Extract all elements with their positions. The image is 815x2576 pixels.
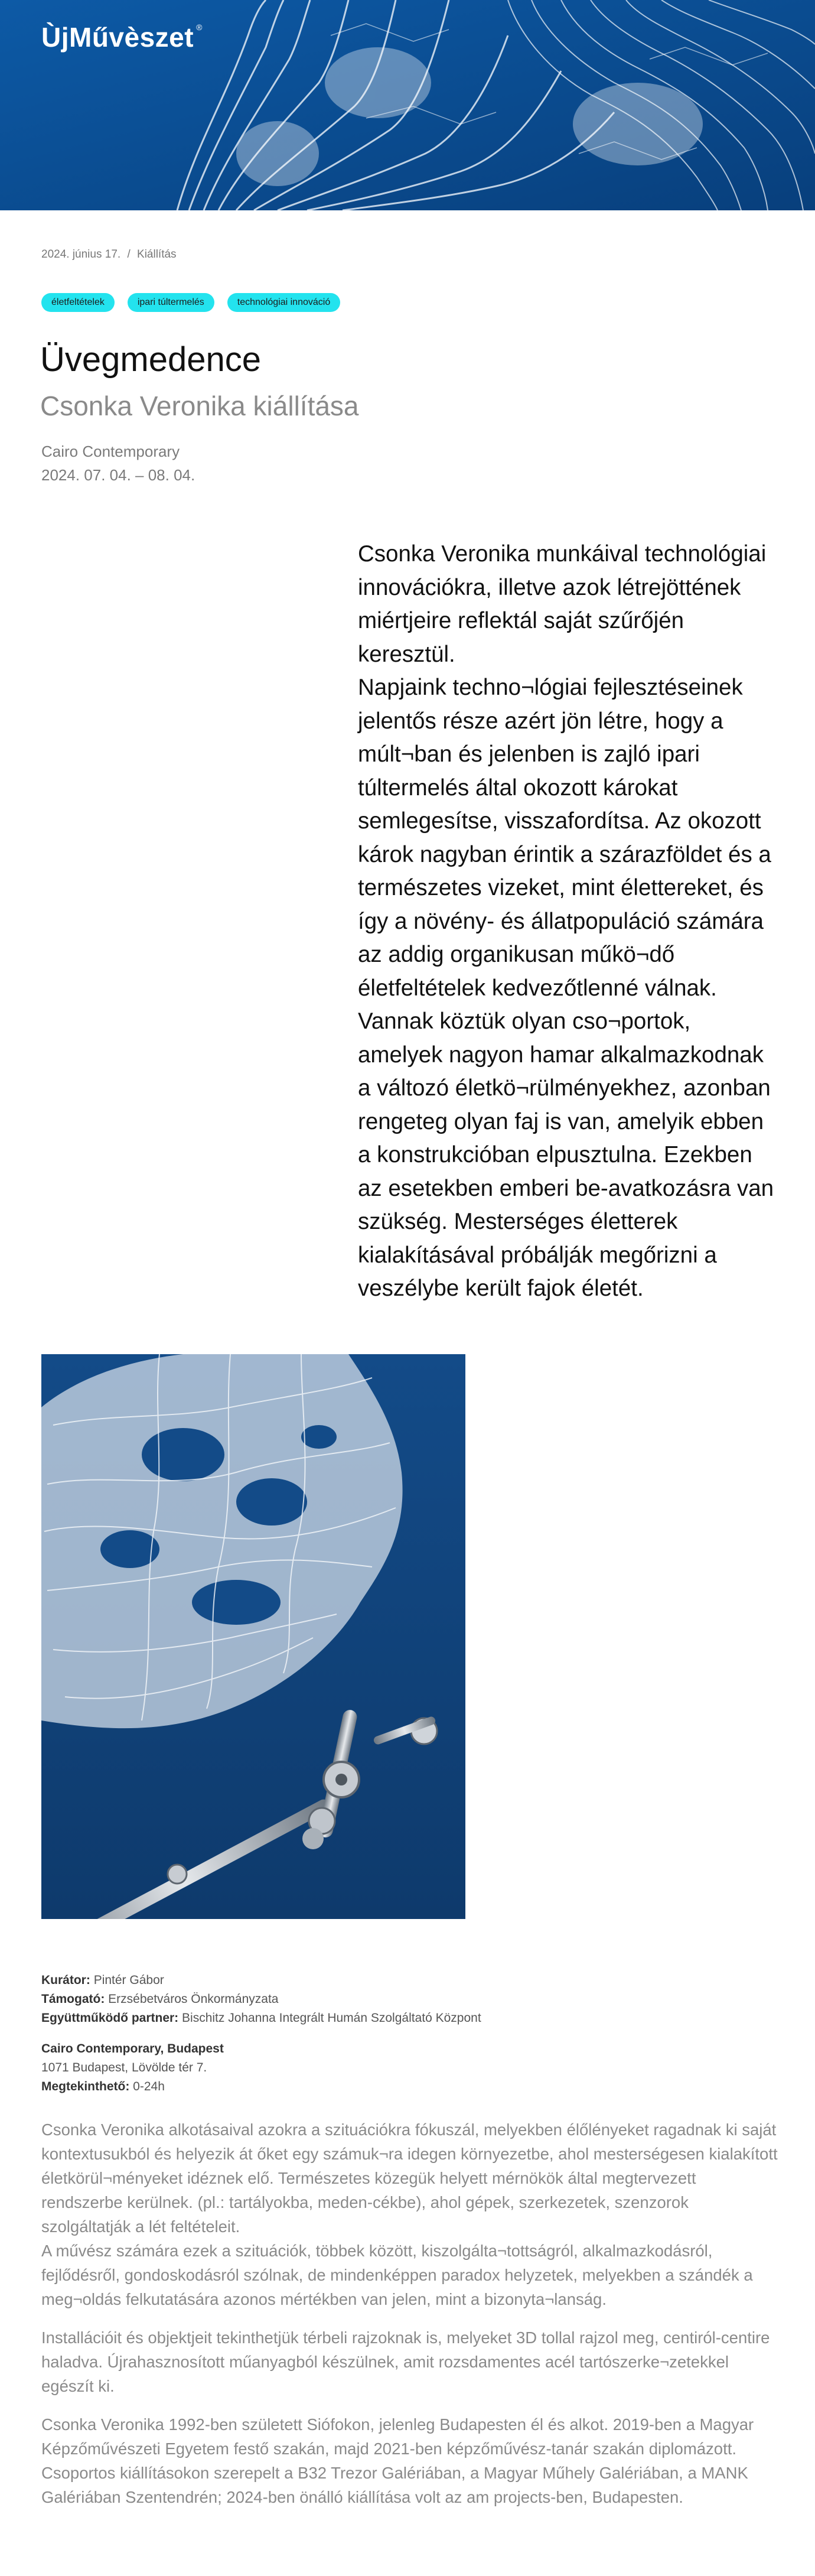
artwork-photo [41,1354,465,1919]
exhibition-dates: 2024. 07. 04. – 08. 04. [41,466,195,484]
credit-value: Bischitz Johanna Integrált Humán Szolgáltató Központ [182,2011,481,2025]
venue-street: 1071 Budapest, Lövölde tér 7. [41,2061,207,2074]
venue-address [41,2040,224,2096]
lead-paragraph: Napjaink techno¬lógiai fejlesztéseinek jelentős része azért jön létre, hogy a múlt¬ban és jelenben is zajló ipari túltermelés által okozott károkat semlegesítse, visszafordítsa. Az okozott károk nagyban érintik a szárazföldet és a természetes vizeket, mint élettereket, és így a növény- és állatpopuláció számára az addig organikusan műkö¬dő életfeltételek kedvezőtlenné válnak. Vannak köztük olyan cso¬portok, amelyek nagyon hamar alkalmazkodnak a változó életkö¬rülményekhez, azonban rengeteg olyan faj is van, amelyik ebben a konstrukcióban elpusztulna. Ezekben az esetekben emberi be-avatkozásra van szükség. Mesterséges életterek kialakításával próbálják megőrizni a veszélybe került fajok életét. [358,675,774,1301]
lead-paragraph: Csonka Veronika munkáival technológiai innovációkra, illetve azok létrejöttének miértjeire reflektál saját szűrőjén keresztül. [358,541,767,667]
lead-text [358,538,778,1306]
body-paragraph: Installációit és objektjeit tekinthetjük térbeli rajzoknak is, melyeket 3D tollal rajzol meg, centiról-centire haladva. Újrahasznosított műanyagból készülnek, amit rozsdamentes acél tartószerke¬zetekkel egészít ki. [41,2328,770,2395]
credit-label: Kurátor: [41,1973,90,1987]
venue-name: Cairo Contemporary [41,443,180,460]
article-title: Üvegmedence [40,340,261,379]
credit-value: Erzsébetváros Önkormányzata [108,1992,279,2006]
article-meta [41,248,177,261]
credit-supporter [41,1990,481,2009]
meta-separator: / [127,248,131,261]
opening-hours-value: 0-24h [133,2080,165,2093]
body-paragraph: A művész számára ezek a szituációk, többek között, kiszolgálta¬tottságról, alkalmazkodásról, fejlődésről, gondoskodásról szólnak, de mindenképpen paradox helyzetek, melyekben a szándék a meg¬oldás felkutatására azonos mértékben van jelen, mint a bizonyta¬lanság. [41,2242,753,2308]
body-paragraph: Csonka Veronika alkotásaival azokra a szituációkra fókuszál, melyekben élőlényeket ragadnak ki saját kontextusukból és helyezik át őket egy számuk¬ra idegen környezetbe, ahol mesterségesen kialakított életkörül¬ményeket idéznek elő. Természetes közegük helyett mérnökök által megtervezett rendszerbe kerülnek. (pl.: tartályokba, meden-cékbe), ahol gépek, szerkezetek, szenzorok szolgáltatják a lét feltételeit. [41,2120,778,2236]
hero-banner [0,0,815,210]
tag-technologiai-innovacio[interactable]: technológiai innováció [227,293,340,312]
article-body [41,2118,780,2523]
artwork-image [41,1354,465,1919]
site-logo[interactable]: ÙjMűvèszet ® [41,22,203,53]
credit-value: Pintér Gábor [93,1973,164,1987]
credit-curator [41,1971,481,1990]
credit-partner [41,2009,481,2028]
body-paragraph: Csonka Veronika 1992-ben született Siófokon, jelenleg Budapesten él és alkot. 2019-ben a Magyar Képzőművészeti Egyetem festő szakán, majd 2021-ben képzőművész-tanár szakán diplomázott. Csoportos kiállításokon szerepelt a B32 Trezor Galériában, a Magyar Műhely Galériában, a MANK Galériában Szentendrén; 2024-ben önálló kiállítása volt az am projects-ben, Budapesten. [41,2415,754,2506]
tag-eletfeltetelek[interactable]: életfeltételek [41,293,115,312]
opening-hours-label: Megtekinthető: [41,2080,130,2093]
credits-block [41,1971,481,2028]
publish-date: 2024. június 17. [41,248,121,261]
exhibition-info [41,440,195,487]
opening-hours [41,2077,224,2096]
credit-label: Együttműködő partner: [41,2011,179,2025]
tag-ipari-tultermeles[interactable]: ipari túltermelés [128,293,214,312]
category-link[interactable]: Kiállítás [137,248,177,261]
article-subtitle: Csonka Veronika kiállítása [40,391,359,421]
tag-list [41,293,340,312]
venue-address-name: Cairo Contemporary, Budapest [41,2042,224,2055]
credit-label: Támogató: [41,1992,105,2006]
registered-mark: ® [196,22,203,32]
